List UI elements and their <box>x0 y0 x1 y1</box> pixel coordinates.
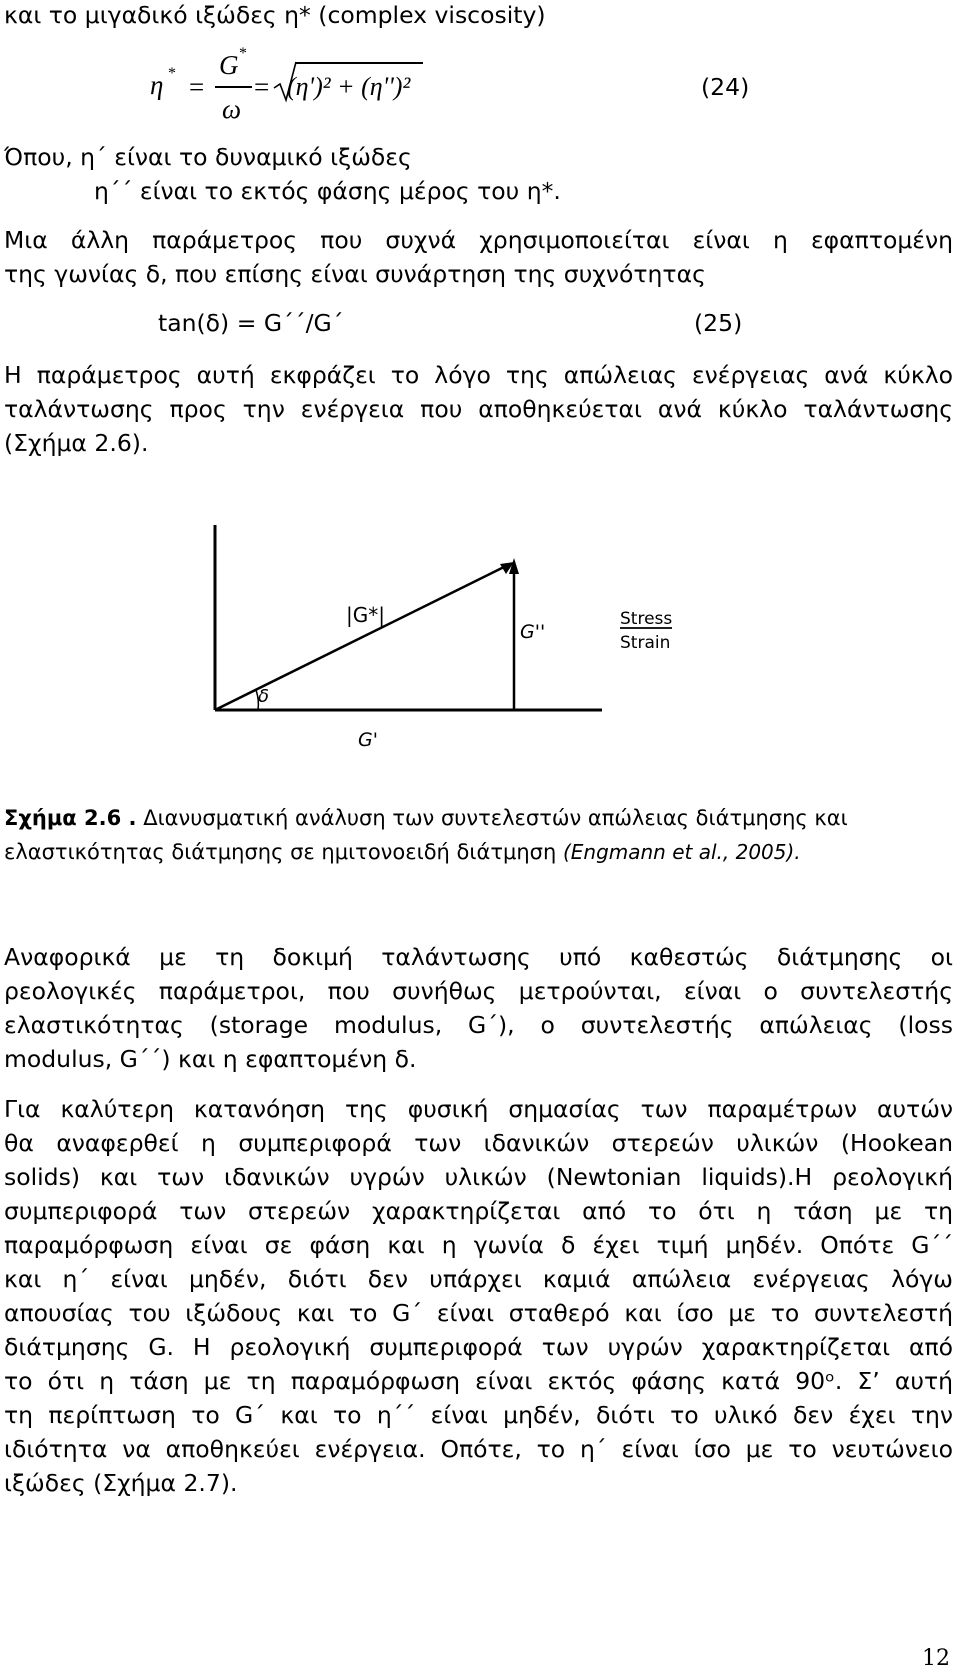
paragraph-4-line-10: τη περίπτωση το G΄ και το η΄΄ είναι μηδέν, διότι το υλικό δεν έχει την <box>4 1401 953 1429</box>
eq24-radical-bar <box>295 62 423 64</box>
eq24-lhs-sup: * <box>168 65 176 82</box>
paragraph-4-line-5: παραμόρφωση είναι σε φάση και η γωνία δ έχει τιμή μηδέν. Οπότε G΄΄ <box>4 1231 953 1259</box>
paragraph-4-line-1: Για καλύτερη κατανόηση της φυσική σημασίας των παραμέτρων αυτών <box>4 1095 953 1123</box>
paragraph-1-line-1: Μια άλλη παράμετρος που συχνά χρησιμοποιείται είναι η εφαπτομένη <box>4 226 953 254</box>
eq24-denominator: ω <box>222 94 242 124</box>
paragraph-1-line-2: της γωνίας δ, που επίσης είναι συνάρτηση της συχνότητας <box>4 260 706 288</box>
label-strain: Strain <box>620 633 671 653</box>
eq24-radicand: (η')² + (η'')² <box>287 72 411 101</box>
paragraph-4-line-6: και η΄ είναι μηδέν, διότι δεν υπάρχει καμιά απώλεια ενέργειας λόγω <box>4 1265 953 1293</box>
paragraph-4-line-7: απουσίας του ιξώδους και το G΄ είναι σταθερό και ίσο με το συντελεστή <box>4 1299 953 1327</box>
paragraph-3-line-4: modulus, G΄΄) και η εφαπτομένη δ. <box>4 1045 417 1073</box>
eq24-numerator: G <box>219 50 239 80</box>
figure-caption-line-1 <box>4 808 848 829</box>
paragraph-2-line-3: (Σχήμα 2.6). <box>4 429 149 457</box>
eq25-number: (25) <box>694 309 743 337</box>
paragraph-2-line-1: Η παράμετρος αυτή εκφράζει το λόγο της απώλειας ενέργειας ανά κύκλο <box>4 361 953 389</box>
eq24-number: (24) <box>701 73 750 101</box>
eq24-fraction-bar <box>215 86 252 88</box>
paragraph-4-line-12: ιξώδες (Σχήμα 2.7). <box>4 1469 238 1497</box>
page-number: 12 <box>922 1646 950 1671</box>
caption-text-1: Διανυσματική ανάλυση των συντελεστών απώλειας διάτμησης και <box>136 806 848 830</box>
paragraph-4-line-3: solids) και των ιδανικών υγρών υλικών (Newtonian liquids).Η ρεολογική <box>4 1163 953 1191</box>
eq24-equals-2: = <box>254 72 270 102</box>
label-stress: Stress <box>620 609 673 629</box>
paragraph-3-line-3: ελαστικότητας (storage modulus, G΄), ο συντελεστής απώλειας (loss <box>4 1011 953 1039</box>
paragraph-4-line-11: ιδιότητα να αποθηκεύει ενέργεια. Οπότε, το η΄ είναι ίσο με το νευτώνειο <box>4 1435 953 1463</box>
paragraph-4-line-9: το ότι η τάση με τη παραμόρφωση είναι εκτός φάσης κατά 90ᵒ. Σ’ αυτή <box>4 1367 953 1395</box>
paragraph-4-line-4: συμπεριφορά των στερεών χαρακτηρίζεται από το ότι η τάση με τη <box>4 1197 953 1225</box>
caption-figure-number: Σχήμα 2.6 . <box>4 806 137 830</box>
label-g-double-prime: G'' <box>520 621 546 643</box>
label-g-prime: G' <box>358 729 378 751</box>
vector-diagram <box>200 520 700 760</box>
where-line-1: Όπου, η΄ είναι το δυναμικό ιξώδες <box>4 143 412 171</box>
paragraph-2-line-2: ταλάντωσης προς την ενέργεια που αποθηκεύεται ανά κύκλο ταλάντωσης <box>4 395 953 423</box>
caption-citation: (Engmann et al., 2005). <box>562 840 801 864</box>
paragraph-3-line-2: ρεολογικές παράμετροι, που συνήθως μετρούνται, είναι ο συντελεστής <box>4 977 953 1005</box>
where-line-2: η΄΄ είναι το εκτός φάσης μέρος του η*. <box>94 177 561 205</box>
caption-text-2: ελαστικότητας διάτμησης σε ημιτονοειδή διάτμηση <box>4 840 563 864</box>
eq24-lhs: η <box>150 70 164 100</box>
paragraph-4-line-2: θα αναφερθεί η συμπεριφορά των ιδανικών στερεών υλικών (Hookean <box>4 1129 953 1157</box>
label-delta: δ <box>258 686 270 707</box>
equation-25: tan(δ) = G΄΄/G΄ <box>158 309 344 337</box>
label-g-star: |G*| <box>346 603 385 627</box>
eq24-numerator-sup: * <box>239 45 247 62</box>
figure-caption-line-2 <box>4 842 801 863</box>
paragraph-4-line-8: διάτμησης G. Η ρεολογική συμπεριφορά των υγρών χαρακτηρίζεται από <box>4 1333 953 1361</box>
eq24-equals-1: = <box>189 72 205 102</box>
intro-line: και το μιγαδικό ιξώδες η* (complex viscosity) <box>4 1 546 29</box>
paragraph-3-line-1: Αναφορικά με τη δοκιμή ταλάντωσης υπό καθεστώς διάτμησης οι <box>4 943 953 971</box>
